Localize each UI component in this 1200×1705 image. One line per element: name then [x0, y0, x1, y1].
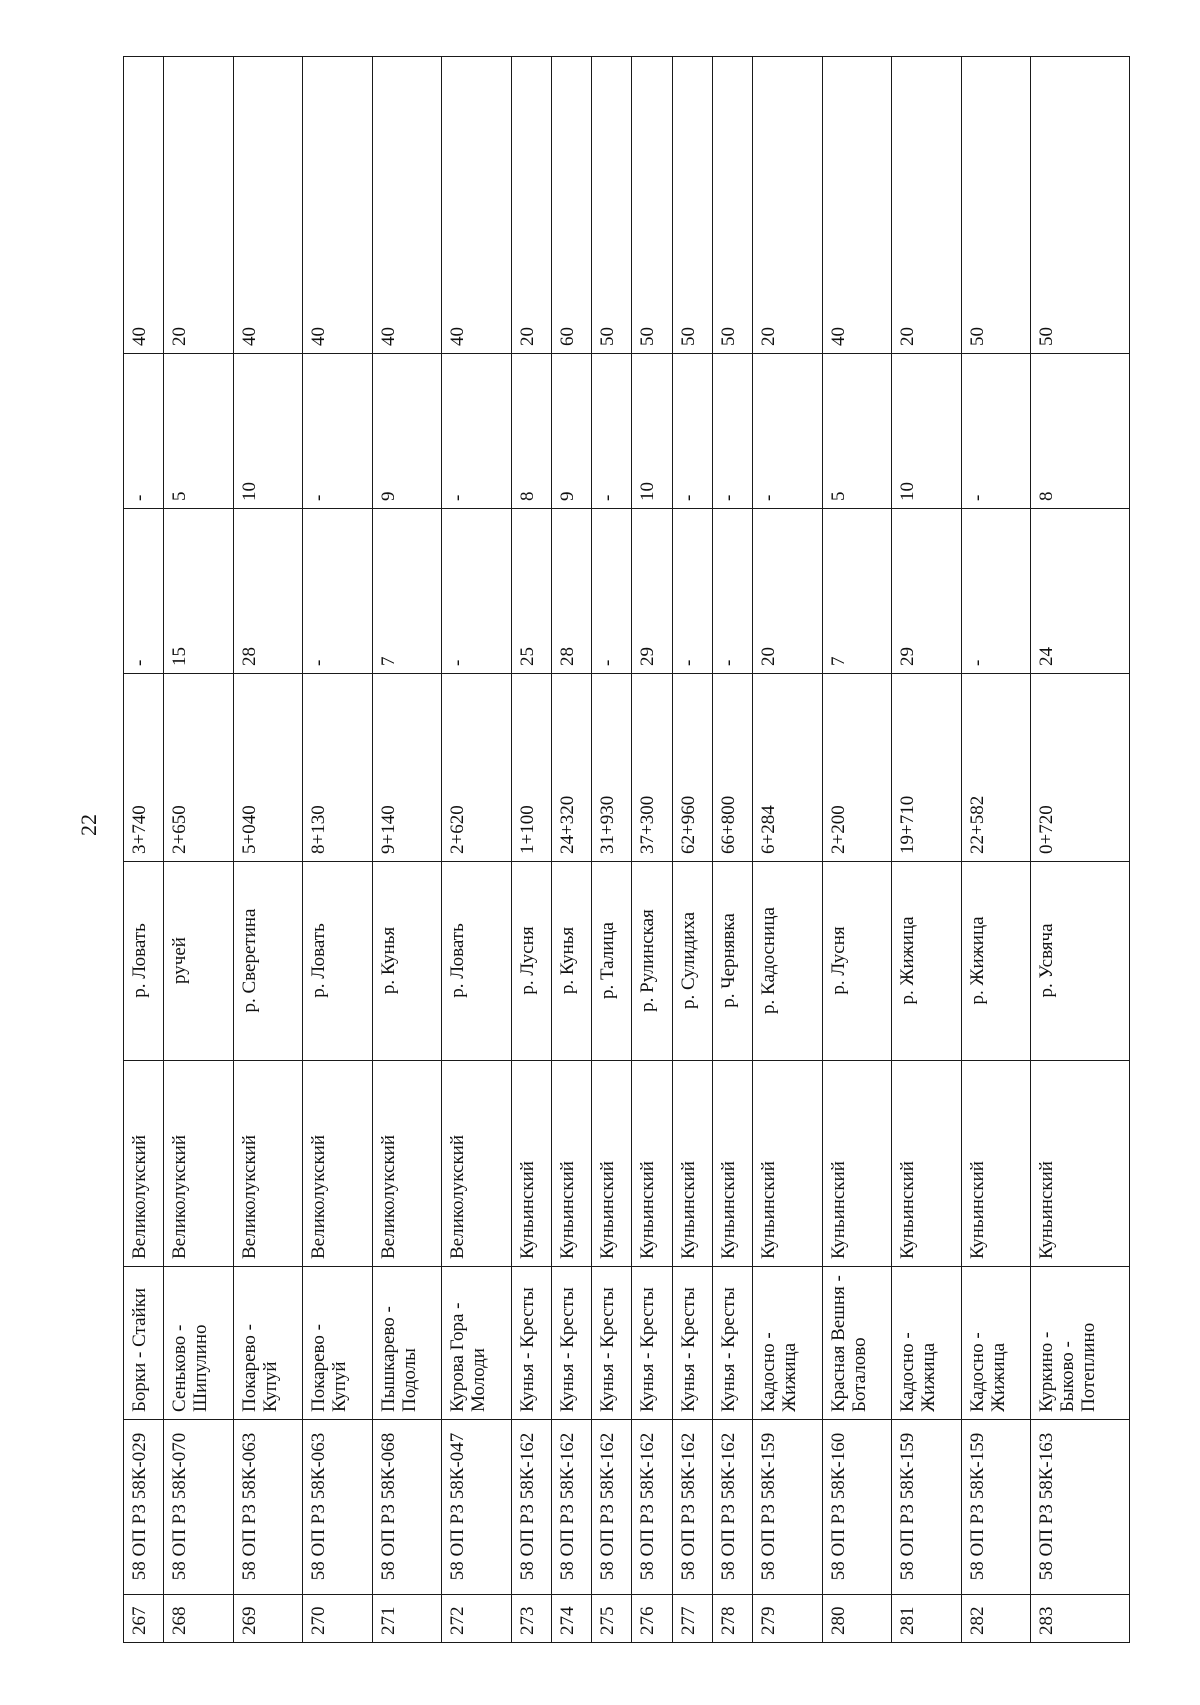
- length-cell: -: [592, 509, 632, 674]
- row-number-cell: 280: [822, 1595, 891, 1643]
- distance-cell: 50: [961, 57, 1030, 354]
- length-cell: 24: [1031, 509, 1130, 674]
- river-cell: р. Кадосница: [753, 862, 822, 1061]
- district-cell: Великолукский: [442, 1061, 511, 1267]
- river-cell: р. Лусня: [511, 862, 551, 1061]
- route-name-cell: Покарево - Купуй: [303, 1267, 372, 1420]
- table-wrapper: [123, 57, 1130, 1643]
- length-cell: 29: [632, 509, 672, 674]
- distance-cell: 20: [164, 57, 233, 354]
- district-cell: Великолукский: [303, 1061, 372, 1267]
- route-name-cell: Борки - Стайки: [124, 1267, 164, 1420]
- width-cell: 8: [511, 354, 551, 509]
- distance-cell: 40: [372, 57, 441, 354]
- distance-cell: 60: [551, 57, 591, 354]
- district-cell: Куньинский: [713, 1061, 753, 1267]
- district-cell: Куньинский: [511, 1061, 551, 1267]
- district-cell: Куньинский: [672, 1061, 712, 1267]
- table-row: [1031, 57, 1130, 1643]
- length-cell: -: [961, 509, 1030, 674]
- table-row: [672, 57, 712, 1643]
- road-id-cell: 58 ОП РЗ 58К-162: [551, 1420, 591, 1595]
- route-name-cell: Пышкарево - Подолы: [372, 1267, 441, 1420]
- table-row: [124, 57, 164, 1643]
- width-cell: -: [753, 354, 822, 509]
- river-cell: р. Усвяча: [1031, 862, 1130, 1061]
- river-cell: р. Лусня: [822, 862, 891, 1061]
- road-id-cell: 58 ОП РЗ 58К-063: [233, 1420, 302, 1595]
- length-cell: 7: [822, 509, 891, 674]
- river-cell: р. Талица: [592, 862, 632, 1061]
- length-cell: -: [303, 509, 372, 674]
- road-id-cell: 58 ОП РЗ 58К-047: [442, 1420, 511, 1595]
- river-cell: р. Кунья: [372, 862, 441, 1061]
- distance-cell: 50: [632, 57, 672, 354]
- road-id-cell: 58 ОП РЗ 58К-162: [632, 1420, 672, 1595]
- table-row: [442, 57, 511, 1643]
- road-id-cell: 58 ОП РЗ 58К-162: [592, 1420, 632, 1595]
- river-cell: р. Рулинская: [632, 862, 672, 1061]
- distance-cell: 40: [233, 57, 302, 354]
- distance-cell: 40: [822, 57, 891, 354]
- distance-cell: 50: [672, 57, 712, 354]
- route-name-cell: Кадосно - Жижица: [892, 1267, 961, 1420]
- row-number-cell: 271: [372, 1595, 441, 1643]
- row-number-cell: 273: [511, 1595, 551, 1643]
- table-row: [164, 57, 233, 1643]
- distance-cell: 40: [442, 57, 511, 354]
- road-id-cell: 58 ОП РЗ 58К-162: [672, 1420, 712, 1595]
- row-number-cell: 281: [892, 1595, 961, 1643]
- river-cell: ручей: [164, 862, 233, 1061]
- district-cell: Великолукский: [233, 1061, 302, 1267]
- distance-cell: 20: [892, 57, 961, 354]
- width-cell: -: [124, 354, 164, 509]
- row-number-cell: 268: [164, 1595, 233, 1643]
- table-row: [551, 57, 591, 1643]
- length-cell: -: [713, 509, 753, 674]
- width-cell: -: [713, 354, 753, 509]
- table-row: [822, 57, 891, 1643]
- length-cell: 7: [372, 509, 441, 674]
- table-row: [892, 57, 961, 1643]
- route-name-cell: Кунья - Кресты: [632, 1267, 672, 1420]
- route-name-cell: Сеньково - Шипулино: [164, 1267, 233, 1420]
- row-number-cell: 278: [713, 1595, 753, 1643]
- width-cell: 9: [551, 354, 591, 509]
- distance-cell: 40: [303, 57, 372, 354]
- road-id-cell: 58 ОП РЗ 58К-162: [511, 1420, 551, 1595]
- route-name-cell: Кунья - Кресты: [672, 1267, 712, 1420]
- road-id-cell: 58 ОП РЗ 58К-029: [124, 1420, 164, 1595]
- width-cell: -: [961, 354, 1030, 509]
- kilometer-cell: 24+320: [551, 674, 591, 862]
- route-name-cell: Кадосно - Жижица: [961, 1267, 1030, 1420]
- length-cell: 20: [753, 509, 822, 674]
- row-number-cell: 277: [672, 1595, 712, 1643]
- road-id-cell: 58 ОП РЗ 58К-159: [961, 1420, 1030, 1595]
- width-cell: -: [592, 354, 632, 509]
- width-cell: 5: [164, 354, 233, 509]
- width-cell: 9: [372, 354, 441, 509]
- river-cell: р. Жижица: [961, 862, 1030, 1061]
- table-row: [303, 57, 372, 1643]
- length-cell: 28: [551, 509, 591, 674]
- distance-cell: 20: [511, 57, 551, 354]
- distance-cell: 50: [592, 57, 632, 354]
- kilometer-cell: 31+930: [592, 674, 632, 862]
- table-row: [511, 57, 551, 1643]
- route-name-cell: Курова Гора - Молоди: [442, 1267, 511, 1420]
- route-name-cell: Кунья - Кресты: [511, 1267, 551, 1420]
- road-id-cell: 58 ОП РЗ 58К-162: [713, 1420, 753, 1595]
- row-number-cell: 267: [124, 1595, 164, 1643]
- river-cell: р. Ловать: [303, 862, 372, 1061]
- row-number-cell: 274: [551, 1595, 591, 1643]
- district-cell: Куньинский: [892, 1061, 961, 1267]
- width-cell: -: [442, 354, 511, 509]
- road-id-cell: 58 ОП РЗ 58К-159: [892, 1420, 961, 1595]
- kilometer-cell: 6+284: [753, 674, 822, 862]
- kilometer-cell: 37+300: [632, 674, 672, 862]
- route-name-cell: Кунья - Кресты: [592, 1267, 632, 1420]
- length-cell: 25: [511, 509, 551, 674]
- district-cell: Куньинский: [822, 1061, 891, 1267]
- river-cell: р. Сулидиха: [672, 862, 712, 1061]
- length-cell: 15: [164, 509, 233, 674]
- length-cell: -: [672, 509, 712, 674]
- district-cell: Великолукский: [372, 1061, 441, 1267]
- district-cell: Куньинский: [592, 1061, 632, 1267]
- table-row: [372, 57, 441, 1643]
- row-number-cell: 283: [1031, 1595, 1130, 1643]
- road-id-cell: 58 ОП РЗ 58К-160: [822, 1420, 891, 1595]
- road-id-cell: 58 ОП РЗ 58К-068: [372, 1420, 441, 1595]
- table-row: [753, 57, 822, 1643]
- district-cell: Куньинский: [1031, 1061, 1130, 1267]
- row-number-cell: 270: [303, 1595, 372, 1643]
- page-number: 22: [76, 814, 101, 836]
- kilometer-cell: 22+582: [961, 674, 1030, 862]
- distance-cell: 40: [124, 57, 164, 354]
- kilometer-cell: 62+960: [672, 674, 712, 862]
- kilometer-cell: 5+040: [233, 674, 302, 862]
- kilometer-cell: 0+720: [1031, 674, 1130, 862]
- row-number-cell: 282: [961, 1595, 1030, 1643]
- length-cell: 28: [233, 509, 302, 674]
- river-cell: р. Кунья: [551, 862, 591, 1061]
- route-name-cell: Куркино - Быково - Потеплино: [1031, 1267, 1130, 1420]
- road-id-cell: 58 ОП РЗ 58К-063: [303, 1420, 372, 1595]
- district-cell: Великолукский: [164, 1061, 233, 1267]
- width-cell: 10: [632, 354, 672, 509]
- bridges-table: [123, 56, 1130, 1643]
- row-number-cell: 279: [753, 1595, 822, 1643]
- table-body: [124, 57, 1130, 1643]
- kilometer-cell: 9+140: [372, 674, 441, 862]
- kilometer-cell: 2+650: [164, 674, 233, 862]
- length-cell: -: [442, 509, 511, 674]
- table-row: [632, 57, 672, 1643]
- road-id-cell: 58 ОП РЗ 58К-163: [1031, 1420, 1130, 1595]
- distance-cell: 50: [713, 57, 753, 354]
- road-id-cell: 58 ОП РЗ 58К-159: [753, 1420, 822, 1595]
- table-row: [592, 57, 632, 1643]
- length-cell: -: [124, 509, 164, 674]
- road-id-cell: 58 ОП РЗ 58К-070: [164, 1420, 233, 1595]
- river-cell: р. Чернявка: [713, 862, 753, 1061]
- row-number-cell: 276: [632, 1595, 672, 1643]
- width-cell: 10: [892, 354, 961, 509]
- table-row: [961, 57, 1030, 1643]
- route-name-cell: Кадосно - Жижица: [753, 1267, 822, 1420]
- table-row: [713, 57, 753, 1643]
- width-cell: 8: [1031, 354, 1130, 509]
- route-name-cell: Кунья - Кресты: [713, 1267, 753, 1420]
- kilometer-cell: 19+710: [892, 674, 961, 862]
- distance-cell: 20: [753, 57, 822, 354]
- river-cell: р. Жижица: [892, 862, 961, 1061]
- row-number-cell: 272: [442, 1595, 511, 1643]
- width-cell: 10: [233, 354, 302, 509]
- kilometer-cell: 1+100: [511, 674, 551, 862]
- route-name-cell: Красная Вешня - Боталово: [822, 1267, 891, 1420]
- kilometer-cell: 8+130: [303, 674, 372, 862]
- row-number-cell: 269: [233, 1595, 302, 1643]
- river-cell: р. Ловать: [442, 862, 511, 1061]
- district-cell: Куньинский: [632, 1061, 672, 1267]
- row-number-cell: 275: [592, 1595, 632, 1643]
- width-cell: -: [303, 354, 372, 509]
- district-cell: Великолукский: [124, 1061, 164, 1267]
- kilometer-cell: 2+620: [442, 674, 511, 862]
- kilometer-cell: 66+800: [713, 674, 753, 862]
- river-cell: р. Ловать: [124, 862, 164, 1061]
- route-name-cell: Кунья - Кресты: [551, 1267, 591, 1420]
- kilometer-cell: 3+740: [124, 674, 164, 862]
- district-cell: Куньинский: [961, 1061, 1030, 1267]
- distance-cell: 50: [1031, 57, 1130, 354]
- length-cell: 29: [892, 509, 961, 674]
- route-name-cell: Покарево - Купуй: [233, 1267, 302, 1420]
- table-row: [233, 57, 302, 1643]
- district-cell: Куньинский: [753, 1061, 822, 1267]
- width-cell: -: [672, 354, 712, 509]
- kilometer-cell: 2+200: [822, 674, 891, 862]
- width-cell: 5: [822, 354, 891, 509]
- river-cell: р. Сверетина: [233, 862, 302, 1061]
- district-cell: Куньинский: [551, 1061, 591, 1267]
